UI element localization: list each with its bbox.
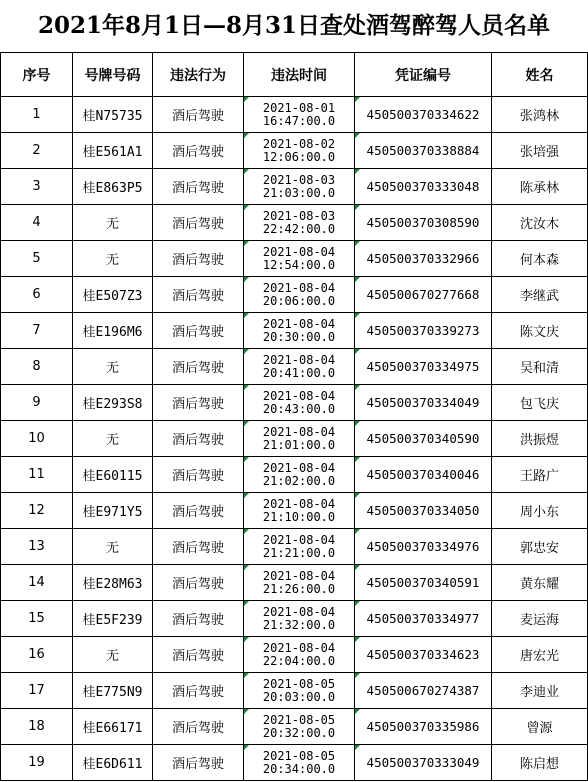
row-time <box>244 637 355 673</box>
cell-marker-icon <box>244 565 249 570</box>
row-plate: 无 <box>73 421 153 457</box>
row-violation: 酒后驾驶 <box>153 241 244 277</box>
row-date: 2021-08-04 <box>262 568 336 583</box>
row-name: 包飞庆 <box>492 385 588 421</box>
row-plate: 桂E775N9 <box>73 673 153 709</box>
row-plate: 桂E863P5 <box>73 169 153 205</box>
cell-marker-icon <box>355 565 360 570</box>
row-violation: 酒后驾驶 <box>153 637 244 673</box>
header-index: 序号 <box>1 53 73 97</box>
row-clock: 21:10:00.0 <box>262 509 336 524</box>
cell-marker-icon <box>355 745 360 750</box>
row-index: 9 <box>1 385 73 421</box>
row-index: 3 <box>1 169 73 205</box>
cell-marker-icon <box>244 169 249 174</box>
row-certificate <box>355 745 492 781</box>
row-time <box>244 673 355 709</box>
row-certificate <box>355 493 492 529</box>
row-time <box>244 97 355 133</box>
row-certificate <box>355 277 492 313</box>
row-index: 4 <box>1 205 73 241</box>
row-name: 陈承林 <box>492 169 588 205</box>
table-row <box>1 637 588 673</box>
row-date: 2021-08-04 <box>262 460 336 475</box>
row-clock: 21:02:00.0 <box>262 473 336 488</box>
row-clock: 12:06:00.0 <box>262 149 336 164</box>
row-index: 8 <box>1 349 73 385</box>
row-certificate-number: 450500370334977 <box>366 611 480 626</box>
cell-marker-icon <box>355 385 360 390</box>
row-certificate <box>355 637 492 673</box>
table-row <box>1 709 588 745</box>
cell-marker-icon <box>355 133 360 138</box>
cell-marker-icon <box>244 529 249 534</box>
row-certificate-number: 450500370334623 <box>366 647 480 662</box>
row-certificate-number: 450500670277668 <box>366 287 480 302</box>
cell-marker-icon <box>355 601 360 606</box>
cell-marker-icon <box>244 493 249 498</box>
row-violation: 酒后驾驶 <box>153 709 244 745</box>
row-name: 周小东 <box>492 493 588 529</box>
row-clock: 20:06:00.0 <box>262 293 336 308</box>
row-certificate <box>355 97 492 133</box>
table-row <box>1 421 588 457</box>
row-certificate <box>355 709 492 745</box>
row-name: 张鸿林 <box>492 97 588 133</box>
row-time <box>244 709 355 745</box>
row-certificate <box>355 349 492 385</box>
row-clock: 21:03:00.0 <box>262 185 336 200</box>
row-certificate-number: 450500370338884 <box>366 143 480 158</box>
cell-marker-icon <box>355 241 360 246</box>
row-certificate <box>355 241 492 277</box>
row-plate: 桂E971Y5 <box>73 493 153 529</box>
row-clock: 21:26:00.0 <box>262 581 336 596</box>
table-row <box>1 97 588 133</box>
row-clock: 21:21:00.0 <box>262 545 336 560</box>
row-date: 2021-08-04 <box>262 496 336 511</box>
row-date: 2021-08-04 <box>262 316 336 331</box>
row-date: 2021-08-03 <box>262 208 336 223</box>
table-row <box>1 565 588 601</box>
cell-marker-icon <box>244 133 249 138</box>
cell-marker-icon <box>355 529 360 534</box>
row-violation: 酒后驾驶 <box>153 97 244 133</box>
row-time <box>244 421 355 457</box>
row-certificate-number: 450500370334622 <box>366 107 480 122</box>
row-time <box>244 277 355 313</box>
row-certificate <box>355 385 492 421</box>
row-plate: 无 <box>73 349 153 385</box>
row-clock: 20:34:00.0 <box>262 761 336 776</box>
row-clock: 20:30:00.0 <box>262 329 336 344</box>
row-certificate <box>355 457 492 493</box>
row-name: 曾源 <box>492 709 588 745</box>
row-violation: 酒后驾驶 <box>153 565 244 601</box>
row-plate: 无 <box>73 637 153 673</box>
row-index: 14 <box>1 565 73 601</box>
row-date: 2021-08-02 <box>262 136 336 151</box>
table-row <box>1 601 588 637</box>
row-clock: 12:54:00.0 <box>262 257 336 272</box>
row-time <box>244 385 355 421</box>
row-date: 2021-08-04 <box>262 424 336 439</box>
row-index: 10 <box>1 421 73 457</box>
row-certificate-number: 450500670274387 <box>366 683 480 698</box>
row-violation: 酒后驾驶 <box>153 169 244 205</box>
cell-marker-icon <box>244 313 249 318</box>
table-row <box>1 457 588 493</box>
row-violation: 酒后驾驶 <box>153 673 244 709</box>
row-plate: 桂E66171 <box>73 709 153 745</box>
row-violation: 酒后驾驶 <box>153 745 244 781</box>
row-time <box>244 529 355 565</box>
table-row <box>1 205 588 241</box>
row-date: 2021-08-04 <box>262 604 336 619</box>
row-violation: 酒后驾驶 <box>153 493 244 529</box>
row-certificate <box>355 673 492 709</box>
table-row <box>1 277 588 313</box>
header-plate: 号牌号码 <box>73 53 153 97</box>
row-plate: 无 <box>73 205 153 241</box>
row-name: 郭忠安 <box>492 529 588 565</box>
row-plate: 无 <box>73 529 153 565</box>
row-name: 洪振煜 <box>492 421 588 457</box>
table-row <box>1 169 588 205</box>
header-time: 违法时间 <box>244 53 355 97</box>
cell-marker-icon <box>355 709 360 714</box>
cell-marker-icon <box>244 349 249 354</box>
row-plate: 桂E196M6 <box>73 313 153 349</box>
row-certificate-number: 450500370339273 <box>366 323 480 338</box>
row-date: 2021-08-04 <box>262 532 336 547</box>
row-name: 李迪业 <box>492 673 588 709</box>
row-clock: 20:32:00.0 <box>262 725 336 740</box>
row-violation: 酒后驾驶 <box>153 385 244 421</box>
row-violation: 酒后驾驶 <box>153 601 244 637</box>
row-certificate <box>355 529 492 565</box>
row-certificate-number: 450500370335986 <box>366 719 480 734</box>
row-clock: 20:03:00.0 <box>262 689 336 704</box>
row-index: 2 <box>1 133 73 169</box>
table-row <box>1 241 588 277</box>
row-time <box>244 169 355 205</box>
row-certificate-number: 450500370333048 <box>366 179 480 194</box>
row-index: 6 <box>1 277 73 313</box>
row-violation: 酒后驾驶 <box>153 313 244 349</box>
cell-marker-icon <box>244 205 249 210</box>
row-name: 王路广 <box>492 457 588 493</box>
row-certificate-number: 450500370334050 <box>366 503 480 518</box>
row-time <box>244 745 355 781</box>
row-time <box>244 565 355 601</box>
row-name: 陈文庆 <box>492 313 588 349</box>
row-date: 2021-08-04 <box>262 280 336 295</box>
row-violation: 酒后驾驶 <box>153 529 244 565</box>
row-certificate-number: 450500370340591 <box>366 575 480 590</box>
cell-marker-icon <box>244 241 249 246</box>
table-row <box>1 673 588 709</box>
cell-marker-icon <box>244 385 249 390</box>
cell-marker-icon <box>355 421 360 426</box>
row-violation: 酒后驾驶 <box>153 133 244 169</box>
row-name: 吴和清 <box>492 349 588 385</box>
row-index: 11 <box>1 457 73 493</box>
row-certificate-number: 450500370334976 <box>366 539 480 554</box>
row-violation: 酒后驾驶 <box>153 277 244 313</box>
row-index: 19 <box>1 745 73 781</box>
header-name: 姓名 <box>492 53 588 97</box>
table-header-row <box>1 53 588 97</box>
document-title: 2021年8月1日—8月31日查处酒驾醉驾人员名单 <box>37 12 551 39</box>
row-index: 18 <box>1 709 73 745</box>
cell-marker-icon <box>355 97 360 102</box>
row-clock: 16:47:00.0 <box>262 113 336 128</box>
row-date: 2021-08-05 <box>262 712 336 727</box>
row-time <box>244 493 355 529</box>
cell-marker-icon <box>244 421 249 426</box>
row-certificate-number: 450500370334049 <box>366 395 480 410</box>
row-violation: 酒后驾驶 <box>153 349 244 385</box>
row-plate: 桂E507Z3 <box>73 277 153 313</box>
row-certificate-number: 450500370334975 <box>366 359 480 374</box>
row-time <box>244 457 355 493</box>
cell-marker-icon <box>355 637 360 642</box>
row-index: 13 <box>1 529 73 565</box>
cell-marker-icon <box>355 673 360 678</box>
cell-marker-icon <box>355 277 360 282</box>
row-time <box>244 133 355 169</box>
row-index: 7 <box>1 313 73 349</box>
row-plate: 桂E28M63 <box>73 565 153 601</box>
row-date: 2021-08-04 <box>262 640 336 655</box>
row-certificate <box>355 601 492 637</box>
row-certificate <box>355 205 492 241</box>
row-name: 李继武 <box>492 277 588 313</box>
cell-marker-icon <box>355 169 360 174</box>
row-name: 黄东耀 <box>492 565 588 601</box>
row-clock: 20:43:00.0 <box>262 401 336 416</box>
row-certificate <box>355 313 492 349</box>
row-violation: 酒后驾驶 <box>153 421 244 457</box>
row-name: 唐宏光 <box>492 637 588 673</box>
row-certificate-number: 450500370332966 <box>366 251 480 266</box>
row-violation: 酒后驾驶 <box>153 205 244 241</box>
row-date: 2021-08-03 <box>262 172 336 187</box>
row-date: 2021-08-01 <box>262 100 336 115</box>
table-row <box>1 133 588 169</box>
cell-marker-icon <box>244 97 249 102</box>
row-certificate <box>355 565 492 601</box>
row-date: 2021-08-04 <box>262 244 336 259</box>
row-certificate-number: 450500370340046 <box>366 467 480 482</box>
row-time <box>244 313 355 349</box>
row-certificate-number: 450500370340590 <box>366 431 480 446</box>
cell-marker-icon <box>244 457 249 462</box>
row-index: 17 <box>1 673 73 709</box>
corner-watermark <box>0 766 90 782</box>
cell-marker-icon <box>244 637 249 642</box>
header-certificate: 凭证编号 <box>355 53 492 97</box>
cell-marker-icon <box>244 673 249 678</box>
row-index: 12 <box>1 493 73 529</box>
row-date: 2021-08-04 <box>262 388 336 403</box>
violations-table <box>0 52 588 781</box>
row-clock: 21:01:00.0 <box>262 437 336 452</box>
cell-marker-icon <box>244 277 249 282</box>
row-name: 沈汝木 <box>492 205 588 241</box>
cell-marker-icon <box>355 313 360 318</box>
row-date: 2021-08-04 <box>262 352 336 367</box>
row-index: 1 <box>1 97 73 133</box>
row-time <box>244 205 355 241</box>
row-index: 15 <box>1 601 73 637</box>
row-clock: 22:42:00.0 <box>262 221 336 236</box>
row-violation: 酒后驾驶 <box>153 457 244 493</box>
row-plate: 桂E60115 <box>73 457 153 493</box>
row-plate: 桂E561A1 <box>73 133 153 169</box>
table-row <box>1 313 588 349</box>
header-violation: 违法行为 <box>153 53 244 97</box>
cell-marker-icon <box>355 205 360 210</box>
cell-marker-icon <box>355 349 360 354</box>
row-time <box>244 601 355 637</box>
row-index: 5 <box>1 241 73 277</box>
cell-marker-icon <box>244 709 249 714</box>
row-plate: 桂E293S8 <box>73 385 153 421</box>
cell-marker-icon <box>355 493 360 498</box>
row-certificate-number: 450500370333049 <box>366 755 480 770</box>
row-certificate <box>355 421 492 457</box>
row-clock: 21:32:00.0 <box>262 617 336 632</box>
cell-marker-icon <box>355 457 360 462</box>
row-plate: 桂N75735 <box>73 97 153 133</box>
row-certificate <box>355 133 492 169</box>
row-name: 张培强 <box>492 133 588 169</box>
table-body <box>1 97 588 781</box>
cell-marker-icon <box>244 745 249 750</box>
row-name: 陈启想 <box>492 745 588 781</box>
row-date: 2021-08-05 <box>262 676 336 691</box>
row-certificate <box>355 169 492 205</box>
cell-marker-icon <box>244 601 249 606</box>
row-clock: 20:41:00.0 <box>262 365 336 380</box>
row-plate: 桂E6D611 <box>73 745 153 781</box>
row-name: 何本森 <box>492 241 588 277</box>
row-certificate-number: 450500370308590 <box>366 215 480 230</box>
row-time <box>244 241 355 277</box>
row-date: 2021-08-05 <box>262 748 336 763</box>
table-row <box>1 385 588 421</box>
row-time <box>244 349 355 385</box>
table-row <box>1 529 588 565</box>
table-row <box>1 349 588 385</box>
row-plate: 无 <box>73 241 153 277</box>
row-name: 麦运海 <box>492 601 588 637</box>
row-clock: 22:04:00.0 <box>262 653 336 668</box>
row-index: 16 <box>1 637 73 673</box>
row-plate: 桂E5F239 <box>73 601 153 637</box>
table-row <box>1 493 588 529</box>
